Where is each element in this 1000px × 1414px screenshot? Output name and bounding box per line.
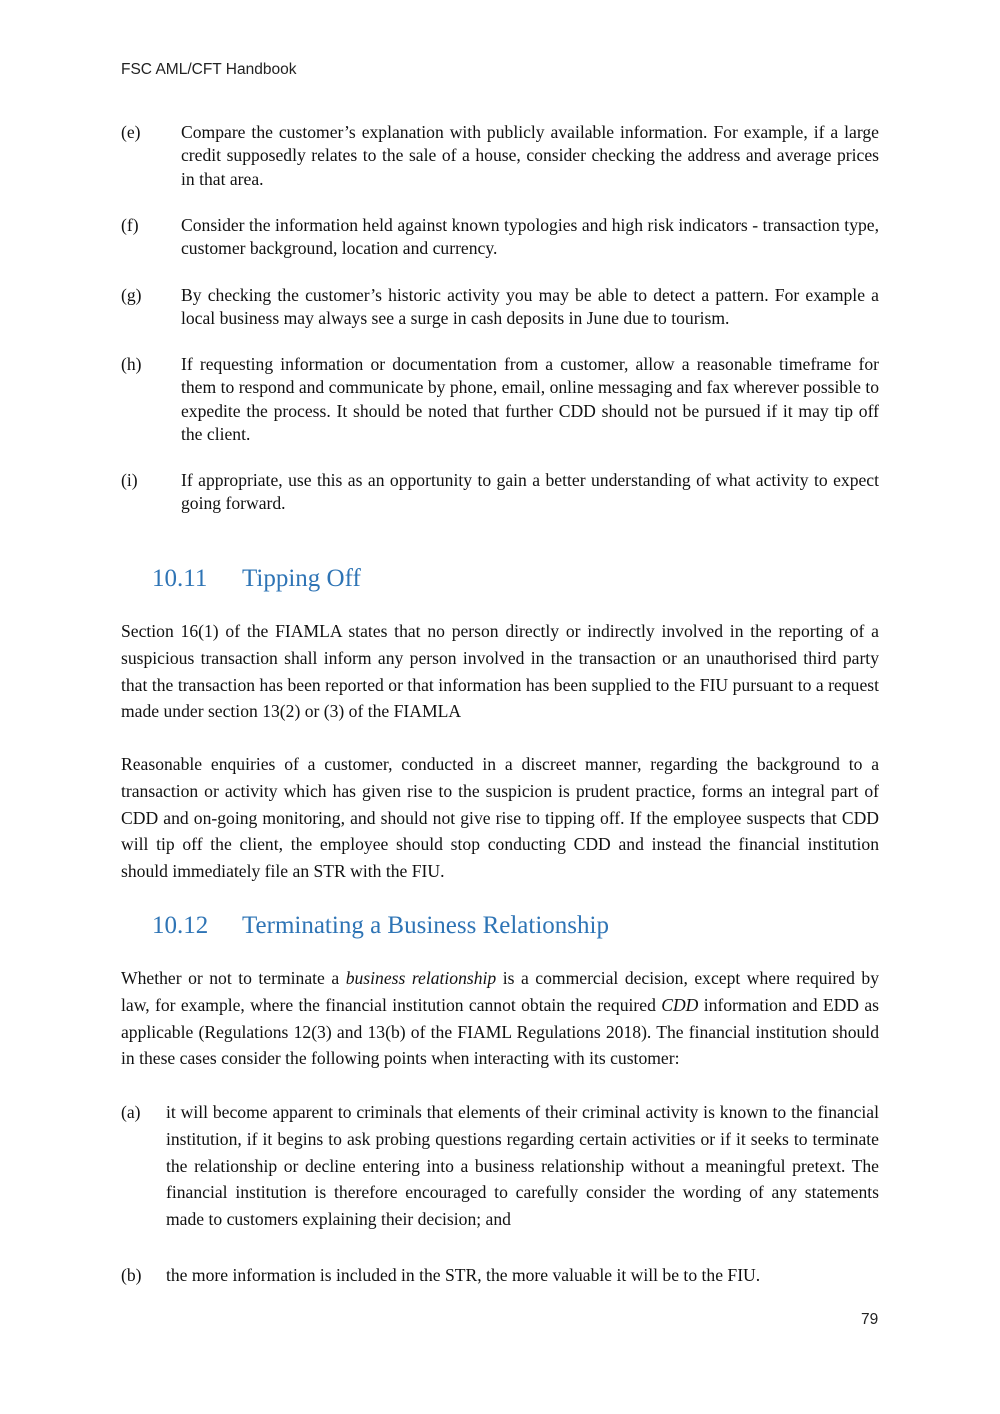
section-title: Terminating a Business Relationship xyxy=(242,912,609,939)
list-item-label: (b) xyxy=(121,1265,142,1285)
list-item-text: it will become apparent to criminals that elements of their criminal activity is known to the financial institution, if it begins to ask probing questions regarding certain activities or if it seeks to terminate the relationship or decline entering into a business relationship without a meaningful pretext. The financial institution is therefore encouraged to carefully consider the wording of any statements made to customers explaining their decision; and xyxy=(166,1102,879,1230)
intro-emphasis-cdd: CDD xyxy=(661,994,699,1015)
list-item-label: (i) xyxy=(121,470,138,490)
page-number: 79 xyxy=(861,1311,879,1328)
list-item-text: If requesting information or documentation from a customer, allow a reasonable timeframe for them to respond and communicate by phone, email, online messaging and fax wherever possible to expedite the process. It should be noted that further CDD should not be pursued if it may tip off the client. xyxy=(181,354,879,445)
paragraph-tipping-off-2: Reasonable enquiries of a customer, conducted in a discreet manner, regarding the background to a transaction or activity which has given rise to the suspicion is prudent practice, forms an integral part of CDD and on-going monitoring, and should not give rise to tipping off. If the employee suspects that CDD will tip off the client, the employee should stop conducting CDD and instead the financial institution should immediately file an STR with the FIU. xyxy=(121,754,879,882)
section-number: 10.11 xyxy=(152,565,208,592)
list-item-label: (g) xyxy=(121,285,142,305)
section-title: Tipping Off xyxy=(242,565,361,592)
section-heading-10-12 xyxy=(152,912,609,940)
list-item-a xyxy=(121,1099,879,1233)
list-item-text: the more information is included in the STR, the more valuable it will be to the FIU. xyxy=(166,1265,761,1285)
list-item-i xyxy=(121,469,879,516)
list-item-b xyxy=(121,1262,879,1289)
list-item-label: (f) xyxy=(121,215,139,235)
intro-text-part: information and EDD as applicable (Regulations 12(3) and 13(b) of the FIAML Regulations 2018). The financial institution should in these cases consider the following points when interacting with its customer: xyxy=(121,994,879,1069)
intro-text-part: Whether or not to terminate a xyxy=(121,968,346,988)
list-item-e xyxy=(121,121,879,191)
list-item-f xyxy=(121,214,879,261)
list-item-label: (h) xyxy=(121,354,142,374)
intro-text-part: is a commercial decision, except where required by law, for example, where the financial institution cannot obtain the required xyxy=(121,968,879,1015)
list-item-text: By checking the customer’s historic activity you may be able to detect a pattern. For example a local business may always see a surge in cash deposits in June due to tourism. xyxy=(181,285,879,329)
paragraph-terminating-intro xyxy=(121,965,879,1072)
intro-emphasis-business-relationship: business relationship xyxy=(345,968,497,988)
list-item-text: Compare the customer’s explanation with publicly available information. For example, if a large credit supposedly relates to the sale of a house, consider checking the address and average prices in that area. xyxy=(181,122,879,189)
list-item-text: Consider the information held against known typologies and high risk indicators - transaction type, customer background, location and currency. xyxy=(181,215,879,259)
paragraph-tipping-off-1: Section 16(1) of the FIAMLA states that no person directly or indirectly involved in the reporting of a suspicious transaction shall inform any person involved in the transaction or an unauthorised third party that the transaction has been reported or that information has been supplied to the FIU pursuant to a request made under section 13(2) or (3) of the FIAMLA xyxy=(121,621,879,722)
running-header: FSC AML/CFT Handbook xyxy=(121,61,297,78)
list-item-text: If appropriate, use this as an opportunity to gain a better understanding of what activity to expect going forward. xyxy=(181,470,879,514)
list-item-h xyxy=(121,353,879,447)
section-number: 10.12 xyxy=(152,912,209,939)
list-item-g xyxy=(121,284,879,331)
list-item-label: (e) xyxy=(121,122,141,142)
section-heading-10-11 xyxy=(152,565,361,593)
list-item-label: (a) xyxy=(121,1102,141,1122)
